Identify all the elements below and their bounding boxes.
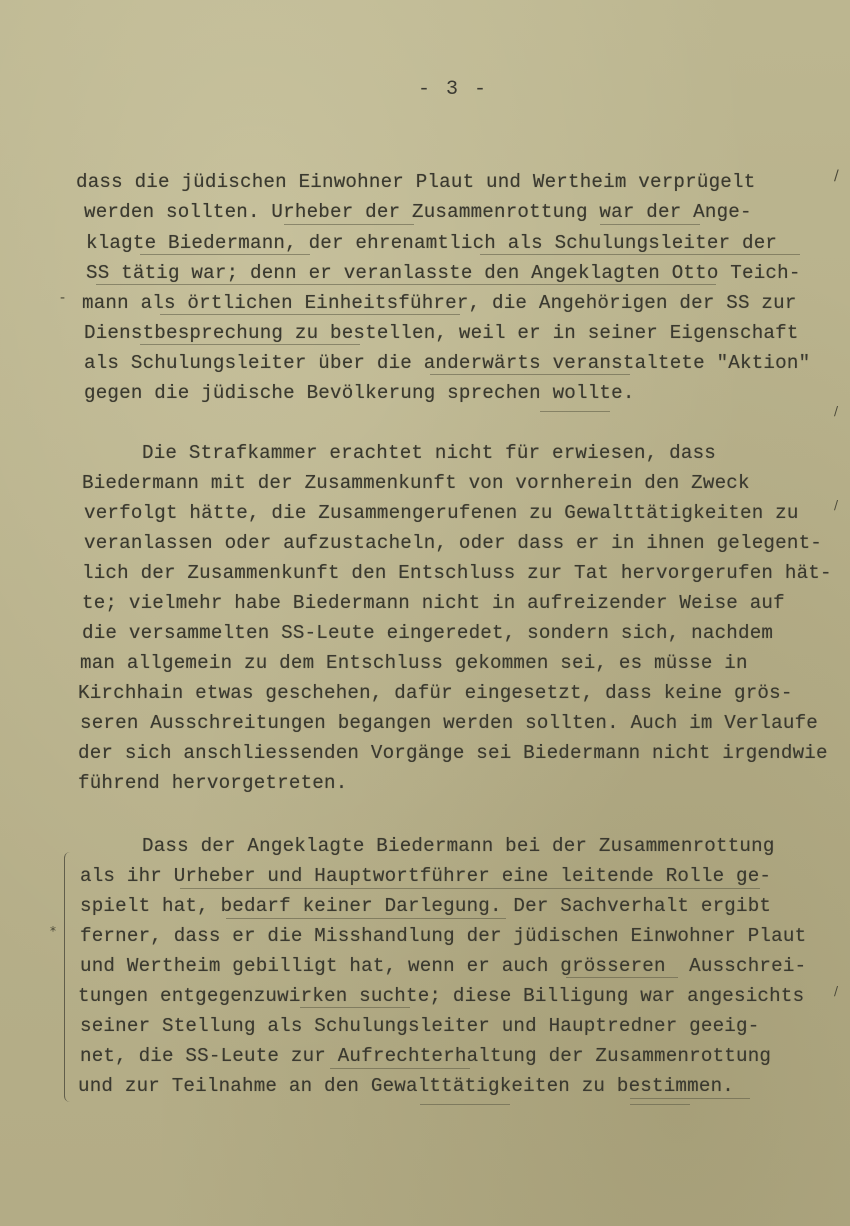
text-line: die versammelten SS-Leute eingeredet, sondern sich, nachdem [82, 622, 774, 644]
text-line: spielt hat, bedarf keiner Darlegung. Der Sachverhalt ergibt [80, 895, 772, 917]
text-line: ferner, dass er die Misshandlung der jüdischen Einwohner Plaut [80, 925, 807, 947]
pencil-underline [160, 314, 460, 315]
text-line: führend hervorgetreten. [78, 772, 348, 794]
text-line: dass die jüdischen Einwohner Plaut und Wertheim verprügelt [76, 171, 756, 193]
text-line: net, die SS-Leute zur Aufrechterhaltung der Zusammenrottung [80, 1045, 772, 1067]
text-line: werden sollten. Urheber der Zusammenrottung war der Ange- [84, 201, 752, 223]
pencil-underline [480, 254, 800, 255]
pencil-underline [630, 1104, 690, 1105]
text-line: seiner Stellung als Schulungsleiter und Hauptredner geeig- [80, 1015, 760, 1037]
pencil-underline [284, 224, 414, 225]
text-line: Kirchhain etwas geschehen, dafür eingesetzt, dass keine grös- [78, 682, 793, 704]
text-line: klagte Biedermann, der ehrenamtlich als Schulungsleiter der [86, 232, 778, 254]
margin-slash-mark: / [834, 984, 839, 998]
text-line: te; vielmehr habe Biedermann nicht in aufreizender Weise auf [82, 592, 785, 614]
text-line: man allgemein zu dem Entschluss gekommen sei, es müsse in [80, 652, 748, 674]
text-line: gegen die jüdische Bevölkerung sprechen wollte. [84, 382, 635, 404]
text-line: und Wertheim gebilligt hat, wenn er auch grösseren Ausschrei- [80, 955, 807, 977]
pencil-underline [226, 918, 506, 919]
pencil-underline [140, 254, 310, 255]
text-line: als ihr Urheber und Hauptwortführer eine leitende Rolle ge- [80, 865, 772, 887]
text-line: seren Ausschreitungen begangen werden sollten. Auch im Verlaufe [80, 712, 819, 734]
pencil-underline [600, 224, 700, 225]
margin-slash-mark: / [834, 168, 839, 184]
pencil-underline [420, 1104, 510, 1105]
text-line: Dienstbesprechung zu bestellen, weil er in seiner Eigenschaft [84, 322, 799, 344]
pencil-underline [330, 1068, 470, 1069]
text-line: und zur Teilnahme an den Gewalttätigkeiten zu bestimmen. [78, 1075, 735, 1097]
pencil-underline [430, 374, 630, 375]
text-line: veranlassen oder aufzustacheln, oder dass er in ihnen gelegent- [84, 532, 823, 554]
margin-slash-mark: / [834, 498, 839, 512]
text-line: Biedermann mit der Zusammenkunft von vornherein den Zweck [82, 472, 750, 494]
text-line: verfolgt hätte, die Zusammengerufenen zu Gewalttätigkeiten zu [84, 502, 799, 524]
text-line: mann als örtlichen Einheitsführer, die Angehörigen der SS zur [82, 292, 797, 314]
margin-asterisk-mark: * [50, 924, 56, 938]
text-line: als Schulungsleiter über die anderwärts veranstaltete "Aktion" [84, 352, 811, 374]
pencil-underline [540, 411, 610, 412]
text-line: lich der Zusammenkunft den Entschluss zur Tat hervorgerufen hät- [82, 562, 832, 584]
pencil-underline [300, 1007, 410, 1008]
margin-slash-mark: / [834, 404, 839, 418]
pencil-underline [180, 888, 760, 889]
text-line: Die Strafkammer erachtet nicht für erwiesen, dass [142, 442, 717, 464]
text-line: tungen entgegenzuwirken suchte; diese Billigung war angesichts [78, 985, 805, 1007]
pencil-underline [96, 284, 716, 285]
text-line: SS tätig war; denn er veranlasste den Angeklagten Otto Teich- [86, 262, 801, 284]
margin-dash-mark: - [60, 290, 66, 306]
page-number: - 3 - [418, 78, 489, 101]
text-line: Dass der Angeklagte Biedermann bei der Zusammenrottung [142, 835, 775, 857]
pencil-underline [566, 977, 678, 978]
pencil-underline [630, 1098, 750, 1099]
text-line: der sich anschliessenden Vorgänge sei Biedermann nicht irgendwie [78, 742, 828, 764]
margin-bracket [64, 852, 73, 1102]
pencil-underline [140, 344, 360, 345]
